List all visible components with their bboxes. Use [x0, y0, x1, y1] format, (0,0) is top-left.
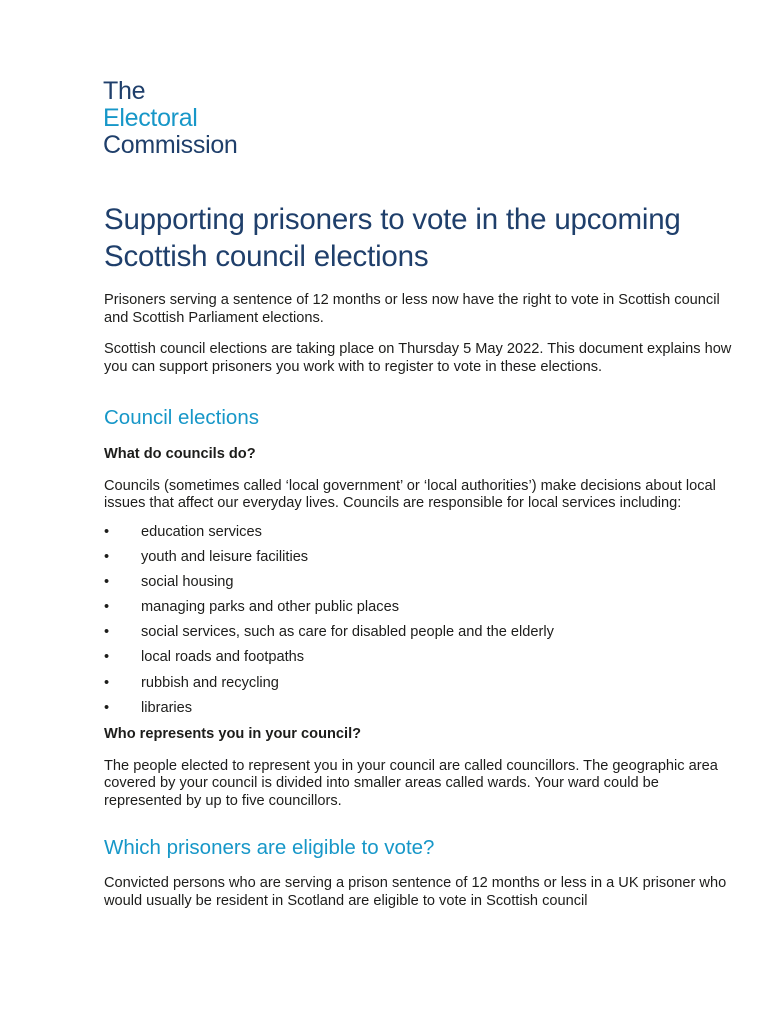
- list-item: [104, 524, 734, 549]
- list-item-text: social services, such as care for disabled people and the elderly: [141, 624, 554, 641]
- list-item: [104, 549, 734, 574]
- eligibility-paragraph: Convicted persons who are serving a prison sentence of 12 months or less in a UK prisoner who would usually be resident in Scotland are eligible to vote in Scottish council: [104, 875, 727, 909]
- eligible-prisoners-heading: Which prisoners are eligible to vote?: [104, 836, 435, 859]
- list-item: [104, 574, 734, 599]
- document-title: Supporting prisoners to vote in the upcoming Scottish council elections: [104, 203, 681, 273]
- councils-paragraph: Councils (sometimes called ‘local government’ or ‘local authorities’) make decisions about local issues that affect our everyday lives. Councils are responsible for local services including:: [104, 477, 716, 511]
- bullet-icon: •: [104, 523, 110, 540]
- list-item: [104, 599, 734, 624]
- list-item: [104, 700, 734, 725]
- bullet-icon: •: [104, 649, 110, 666]
- logo-line-electoral: Electoral: [103, 104, 198, 132]
- list-item: [104, 624, 734, 649]
- bullet-icon: •: [104, 599, 110, 616]
- bullet-icon: •: [104, 624, 110, 641]
- who-represents-subheading: Who represents you in your council?: [104, 726, 362, 742]
- council-elections-heading: Council elections: [104, 406, 259, 429]
- logo-line-commission: Commission: [103, 131, 238, 159]
- list-item-text: social housing: [141, 573, 234, 590]
- list-item-text: youth and leisure facilities: [141, 548, 309, 565]
- councillors-paragraph: The people elected to represent you in your council are called councillors. The geographic area covered by your council is divided into smaller areas called wards. Your ward could be represented by up to five councillors.: [104, 757, 718, 809]
- what-councils-do-subheading: What do councils do?: [104, 446, 256, 462]
- list-item-text: managing parks and other public places: [141, 599, 399, 616]
- bullet-icon: •: [104, 699, 110, 716]
- list-item: [104, 649, 734, 674]
- electoral-commission-logo: [103, 78, 238, 159]
- list-item-text: rubbish and recycling: [141, 674, 279, 691]
- intro-paragraph-2: Scottish council elections are taking place on Thursday 5 May 2022. This document explains how you can support prisoners you work with to register to vote in these elections.: [104, 341, 732, 375]
- document-body: [104, 201, 734, 910]
- list-item-text: education services: [141, 523, 262, 540]
- bullet-icon: •: [104, 548, 110, 565]
- council-services-list: [104, 524, 734, 726]
- bullet-icon: •: [104, 573, 110, 590]
- logo-line-the: The: [103, 77, 146, 105]
- intro-paragraph-1: Prisoners serving a sentence of 12 months or less now have the right to vote in Scottish council and Scottish Parliament elections.: [104, 292, 720, 326]
- list-item-text: libraries: [141, 699, 193, 716]
- list-item: [104, 675, 734, 700]
- bullet-icon: •: [104, 674, 110, 691]
- list-item-text: local roads and footpaths: [141, 649, 305, 666]
